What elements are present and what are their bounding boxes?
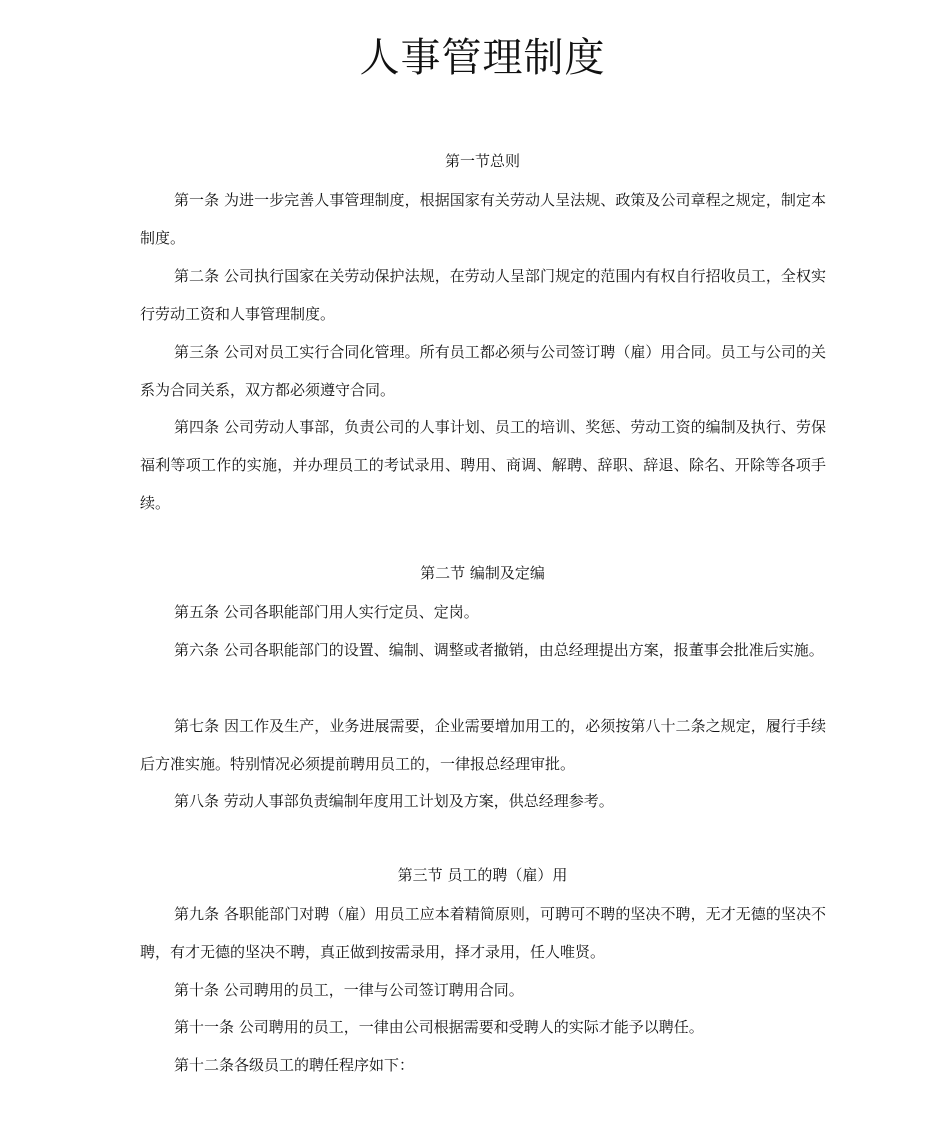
document-title: 人事管理制度 xyxy=(359,35,606,81)
section-heading-2: 第二节 编制及定编 xyxy=(420,564,545,582)
article-7: 第七条 因工作及生产，业务进展需要，企业需要增加用工的，必须按第八十二条之规定，履行手续后方准实施。特别情况必须提前聘用员工的，一律报总经理审批。 xyxy=(140,717,826,773)
article-10: 第十条 公司聘用的员工，一律与公司签订聘用合同。 xyxy=(174,981,524,999)
article-1: 第一条 为进一步完善人事管理制度，根据国家有关劳动人呈法规、政策及公司章程之规定，制定本制度。 xyxy=(140,191,826,247)
section-heading-3: 第三节 员工的聘（雇）用 xyxy=(397,866,568,884)
article-11: 第十一条 公司聘用的员工，一律由公司根据需要和受聘人的实际才能予以聘任。 xyxy=(174,1018,704,1036)
article-3: 第三条 公司对员工实行合同化管理。所有员工都必须与公司签订聘（雇）用合同。员工与公司的关系为合同关系，双方都必须遵守合同。 xyxy=(140,343,826,399)
section-heading-1: 第一节总则 xyxy=(444,152,520,170)
article-5: 第五条 公司各职能部门用人实行定员、定岗。 xyxy=(174,603,479,621)
article-6: 第六条 公司各职能部门的设置、编制、调整或者撤销，由总经理提出方案，报董事会批准后实施。 xyxy=(174,641,824,659)
article-4: 第四条 公司劳动人事部，负责公司的人事计划、员工的培训、奖惩、劳动工资的编制及执行、劳保福利等项工作的实施，并办理员工的考试录用、聘用、商调、解聘、辞职、辞退、除名、开除等各项手续。 xyxy=(140,418,826,512)
article-8: 第八条 劳动人事部负责编制年度用工计划及方案，供总经理参考。 xyxy=(174,792,614,810)
article-9: 第九条 各职能部门对聘（雇）用员工应本着精简原则，可聘可不聘的坚决不聘，无才无德的坚决不聘，有才无德的坚决不聘，真正做到按需录用，择才录用，任人唯贤。 xyxy=(140,905,826,961)
article-2: 第二条 公司执行国家在关劳动保护法规，在劳动人呈部门规定的范围内有权自行招收员工，全权实行劳动工资和人事管理制度。 xyxy=(140,267,826,323)
article-12: 第十二条各级员工的聘任程序如下： xyxy=(174,1056,415,1074)
